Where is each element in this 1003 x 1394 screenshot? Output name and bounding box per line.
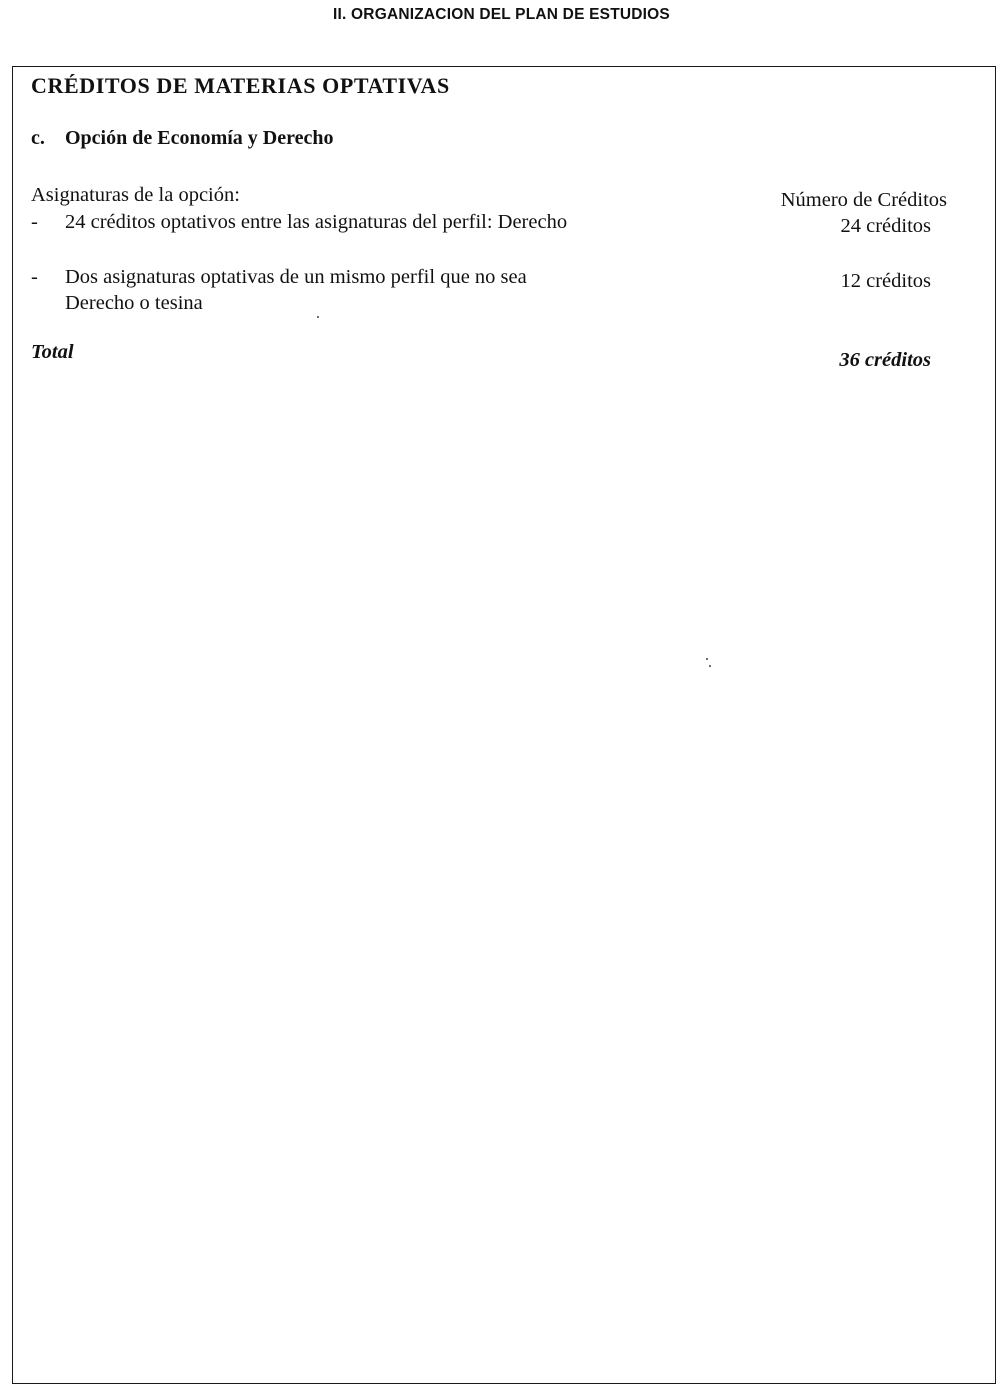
- list-item: [31, 209, 671, 235]
- subjects-label: Asignaturas de la opción:: [31, 184, 240, 206]
- item-credits: 24 créditos: [840, 215, 931, 237]
- list-item-text: 24 créditos optativos entre las asignaturas del perfil: Derecho: [65, 211, 568, 233]
- option-letter: c.: [31, 127, 45, 149]
- scan-speck: [709, 665, 711, 667]
- list-dash: -: [31, 211, 38, 233]
- option-title: Opción de Economía y Derecho: [65, 127, 334, 149]
- scan-speck: [317, 316, 319, 318]
- credits-column-header: Número de Créditos: [780, 189, 947, 211]
- list-dash: -: [31, 266, 38, 288]
- list-item-text: Dos asignaturas optativas de un mismo perfil que no sea Derecho o tesina: [65, 266, 527, 314]
- page-header: II. ORGANIZACION DEL PLAN DE ESTUDIOS: [333, 6, 670, 23]
- content-frame: [12, 66, 996, 1384]
- scan-speck: [706, 658, 708, 660]
- total-value: 36 créditos: [839, 349, 931, 371]
- item-credits: 12 créditos: [840, 270, 931, 292]
- list-item: [31, 264, 591, 316]
- section-title: CRÉDITOS DE MATERIAS OPTATIVAS: [31, 73, 450, 98]
- option-heading: [31, 127, 334, 150]
- total-label: Total: [31, 341, 74, 363]
